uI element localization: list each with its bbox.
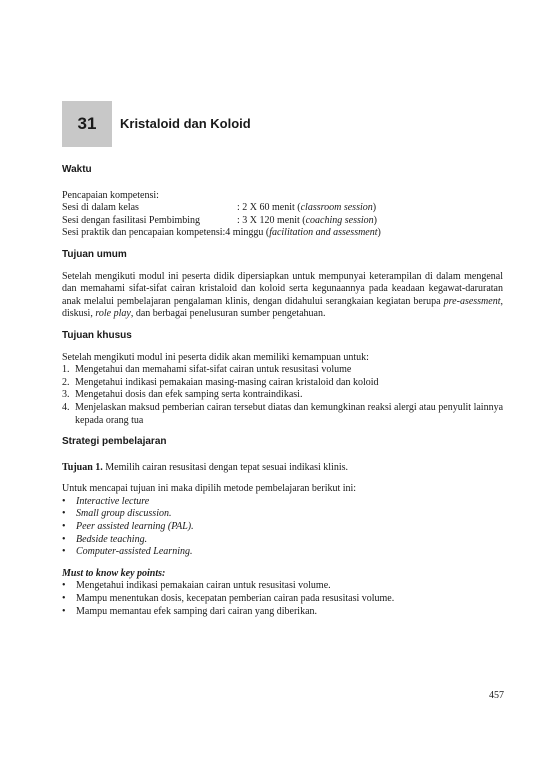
waktu-row xyxy=(62,227,503,240)
bullet-icon: • xyxy=(62,521,66,533)
method-item: • Computer-assisted Learning. xyxy=(62,546,193,558)
key-point-item: • Mampu memantau efek samping dari cairan yang diberikan. xyxy=(62,605,318,617)
tujuan-1: Tujuan 1. Memilih cairan resusitasi dengan tepat sesuai indikasi klinis. xyxy=(62,461,349,473)
bullet-icon: • xyxy=(62,546,66,558)
waktu-heading: Waktu xyxy=(62,164,92,175)
method-item: • Peer assisted learning (PAL). xyxy=(62,521,194,533)
page-content xyxy=(62,164,503,618)
bullet-icon: • xyxy=(62,495,66,507)
list-item: 3. Mengetahui dosis dan efek samping serta kontraindikasi. xyxy=(62,389,303,401)
list-item: 2. Mengetahui indikasi pemakaian masing-masing cairan kristaloid dan koloid xyxy=(62,376,379,388)
tujuan-umum-heading: Tujuan umum xyxy=(62,248,127,260)
bullet-icon: • xyxy=(62,580,66,592)
list-item: 1. Mengetahui dan memahami sifat-sifat cairan untuk resusitasi volume xyxy=(62,364,352,376)
waktu-row-label: Sesi di dalam kelas xyxy=(62,202,139,214)
method-item: • Interactive lecture xyxy=(62,495,150,507)
key-point-item: • Mengetahui indikasi pemakaian cairan untuk resusitasi volume. xyxy=(62,580,331,592)
key-point-item: • Mampu menentukan dosis, kecepatan pemberian cairan pada resusitasi volume. xyxy=(62,593,395,605)
chapter-title: Kristaloid dan Koloid xyxy=(120,116,251,131)
waktu-row-label: Sesi dengan fasilitasi Pembimbing xyxy=(62,214,201,226)
strategi-heading: Strategi pembelajaran xyxy=(62,436,167,448)
method-item: • Small group discussion. xyxy=(62,508,172,520)
waktu-row-value: 4 minggu (facilitation and assessment) xyxy=(225,227,381,239)
waktu-intro: Pencapaian kompetensi: xyxy=(62,189,159,201)
methods-intro: Untuk mencapai tujuan ini maka dipilih metode pembelajaran berikut ini: xyxy=(62,483,357,495)
key-points-heading: Must to know key points: xyxy=(62,567,166,579)
list-item: 4. Menjelaskan maksud pemberian cairan tersebut diatas dan kemungkinan reaksi alergi atau penyulit lainnya kepada orang tua xyxy=(62,401,504,426)
bullet-icon: • xyxy=(62,593,66,605)
page-number: 457 xyxy=(489,690,504,701)
bullet-icon: • xyxy=(62,605,66,617)
tujuan-khusus-heading: Tujuan khusus xyxy=(62,329,132,341)
waktu-row xyxy=(62,215,503,228)
waktu-row-value: : 3 X 120 menit (coaching session) xyxy=(237,214,377,226)
method-item: • Bedside teaching. xyxy=(62,533,148,545)
chapter-number: 31 xyxy=(77,114,97,133)
tujuan-umum-paragraph: Setelah mengikuti modul ini peserta didik dipersiapkan untuk mempunyai keterampilan di dalam mengenal dan memahami sifat-sifat cairan kristaloid dan koloid serta kegunaannya pada keadaan kegawat-daruratan anak melalui pembelajaran pengalaman klinis, dengan didahului serangkaian kegiatan berupa pre-asessment, diskusi, role play, dan berbagai penelusuran sumber pengetahuan. xyxy=(62,270,503,320)
bullet-icon: • xyxy=(62,533,66,545)
waktu-row-value: : 2 X 60 menit (classroom session) xyxy=(237,202,377,214)
bullet-icon: • xyxy=(62,508,66,520)
tujuan-khusus-intro: Setelah mengikuti modul ini peserta didik akan memiliki kemampuan untuk: xyxy=(62,351,369,363)
waktu-row xyxy=(62,202,503,215)
waktu-row-label: Sesi praktik dan pencapaian kompetensi: xyxy=(62,227,226,239)
chapter-number-box xyxy=(62,101,112,147)
